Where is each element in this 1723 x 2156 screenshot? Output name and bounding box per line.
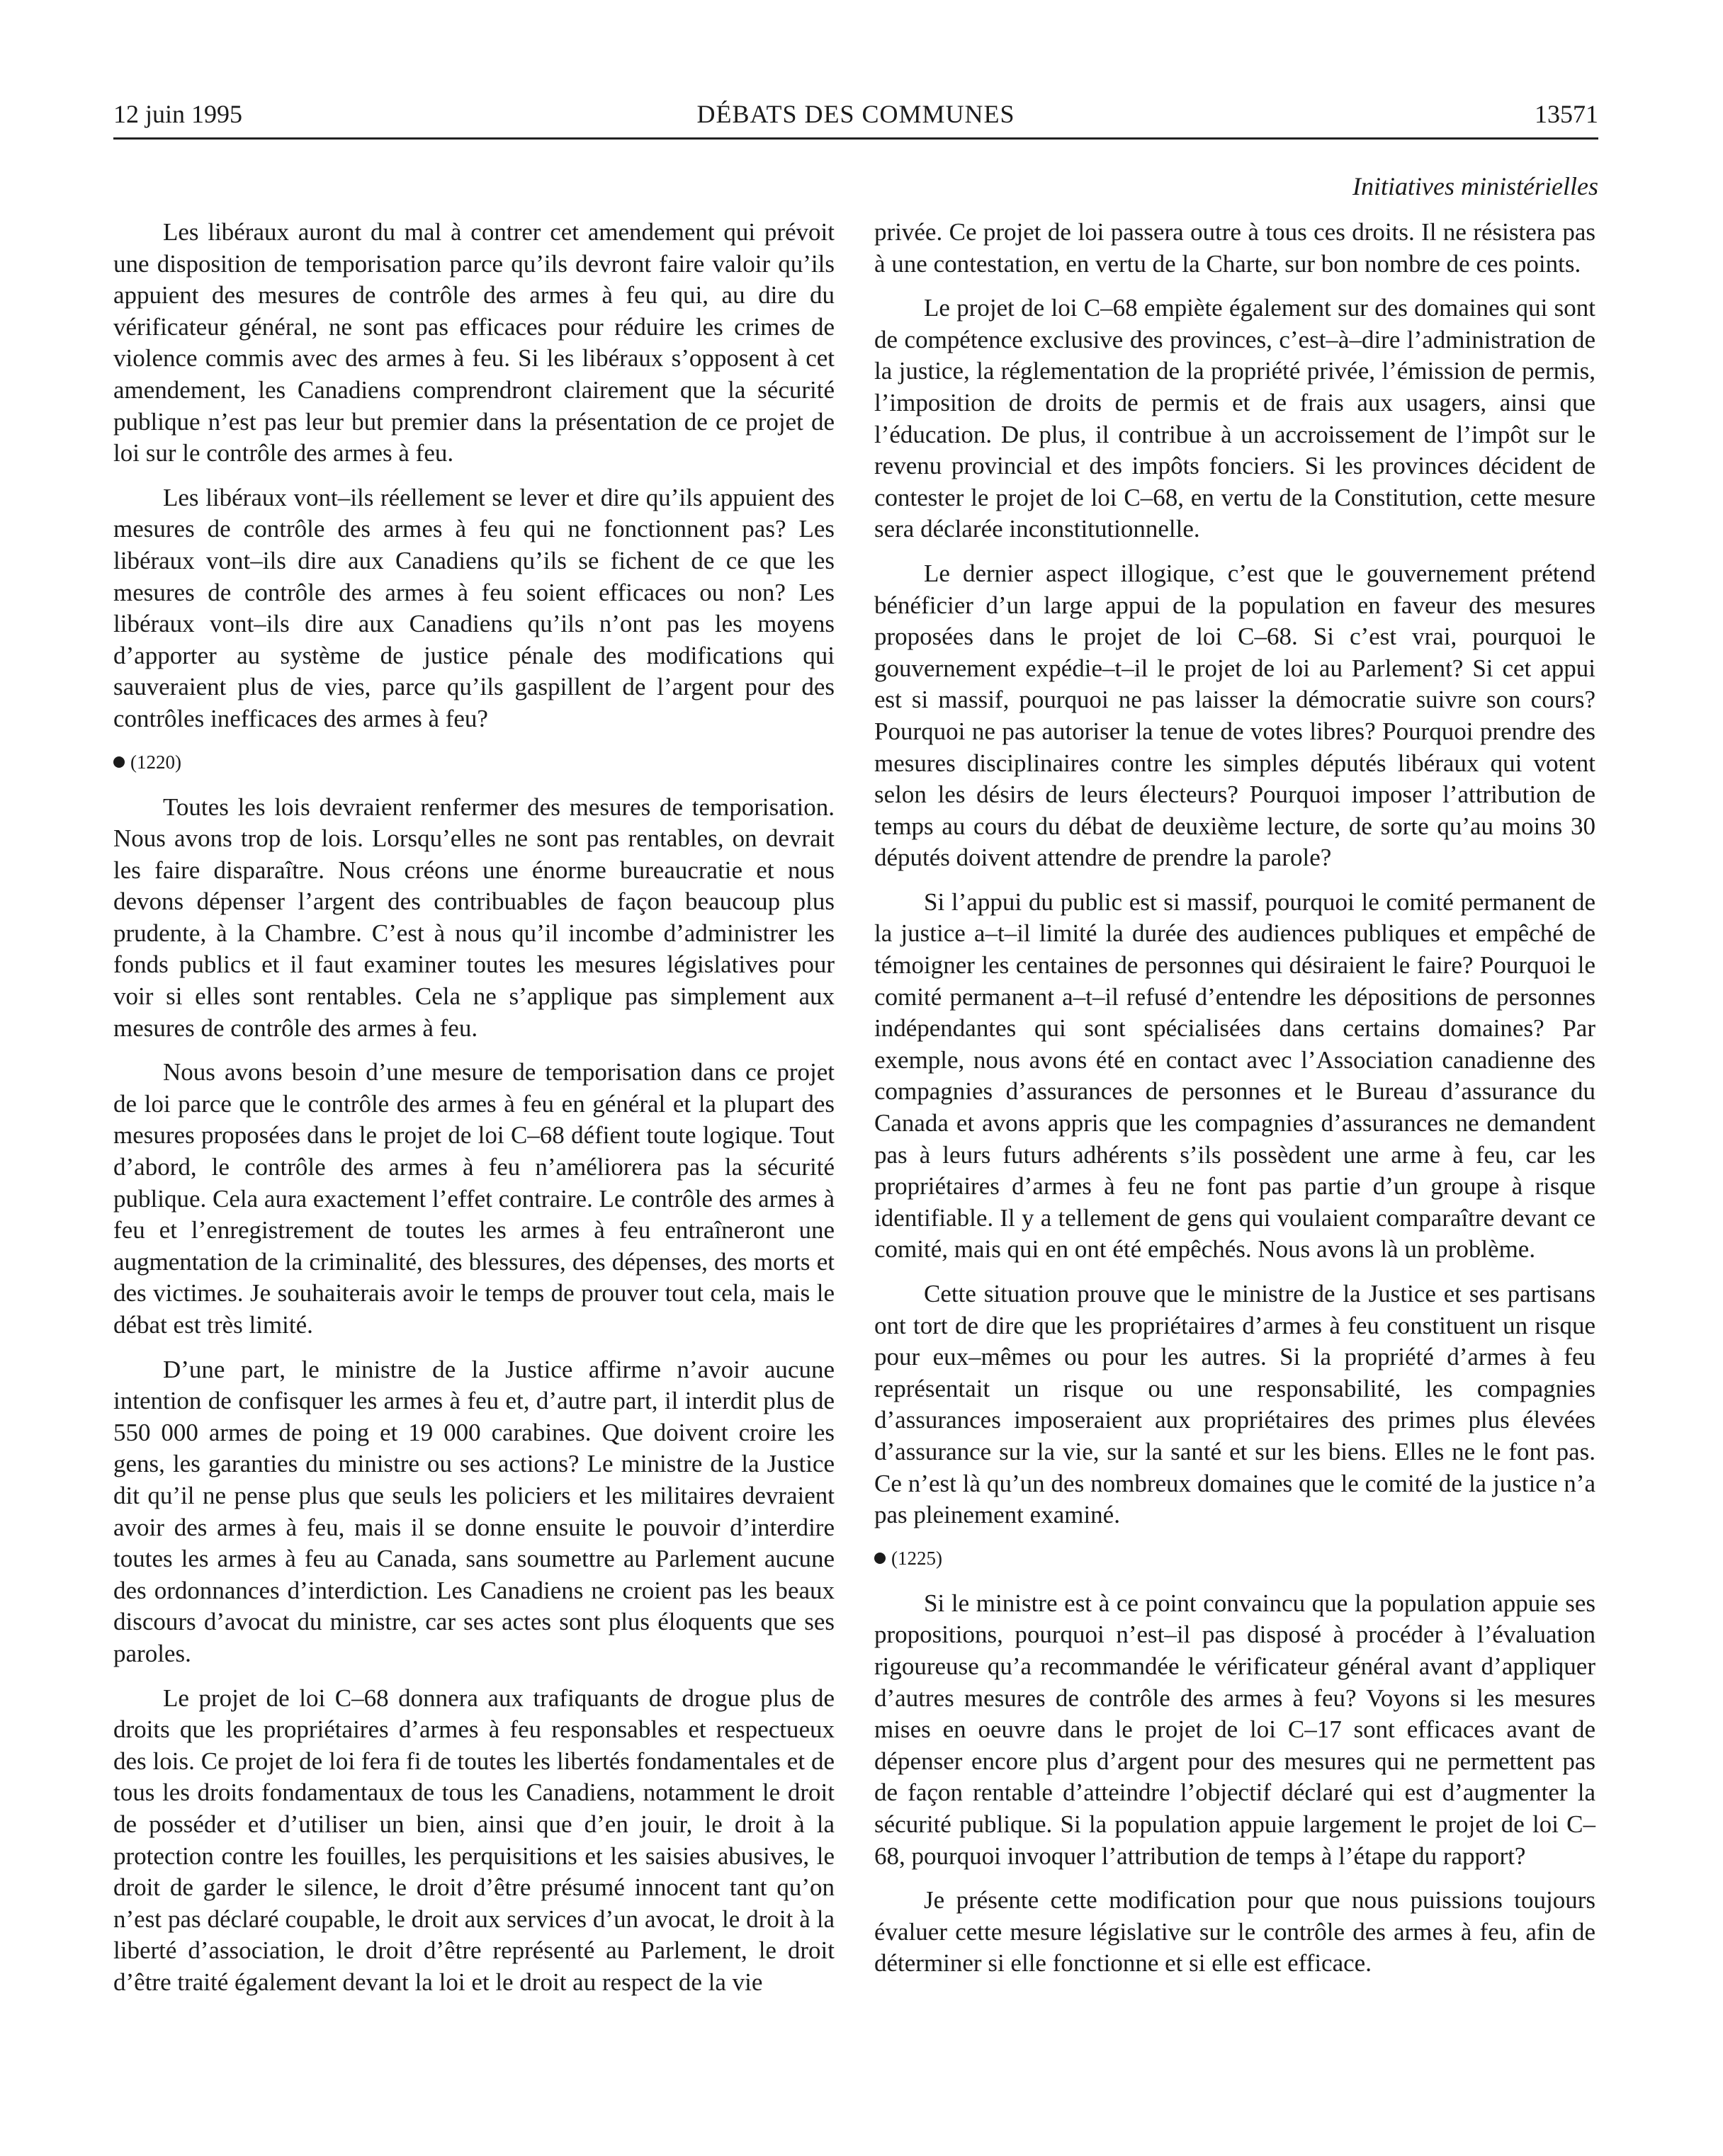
bullet-icon: [113, 756, 125, 768]
paragraph: Les libéraux auront du mal à contrer cet amendement qui prévoit une disposition de temporisation parce qu’ils devront faire valoir qu’ils appuient des mesures de contrôle des armes à feu qui, au dire du vérificateur général, ne sont pas efficaces pour réduire les crimes de violence commis avec des armes à feu. Si les libéraux s’opposent à cet amendement, les Canadiens comprendront clairement que la sécurité publique n’est pas leur but premier dans la présentation de ce projet de loi sur le contrôle des armes à feu.: [113, 218, 835, 467]
paragraph: Je présente cette modification pour que nous puissions toujours évaluer cette mesure législative sur le contrôle des armes à feu, afin de déterminer si elle fonctionne et si elle est efficace.: [874, 1886, 1595, 1978]
bullet-icon: [874, 1553, 886, 1564]
section-title: Initiatives ministérielles: [1352, 172, 1598, 200]
paragraph: Le projet de loi C–68 donnera aux trafiquants de drogue plus de droits que les propriétaires d’armes à feu responsables et respectueux des lois. Ce projet de loi fera fi de toutes les libertés fondamentales et de tous les droits fondamentaux de tous les Canadiens, notamment le droit de posséder et d’utiliser un bien, ainsi que d’en jouir, le droit à la protection contre les fouilles, les perquisitions et les saisies abusives, le droit de garder le silence, le droit d’être présumé innocent tant qu’on n’est pas déclaré coupable, le droit aux services d’un avocat, le droit à la liberté d’association, le droit d’être représenté au Parlement, le droit d’être traité également devant la loi et le droit au respect de la vie: [113, 1684, 835, 1996]
paragraph: Si l’appui du public est si massif, pourquoi le comité permanent de la justice a–t–il limité la durée des audiences publiques et empêché de témoigner les centaines de personnes qui désiraient le faire? Pourquoi le comité permanent a–t–il refusé d’entendre les dépositions de personnes indépendantes qui sont spécialisées dans certains domaines? Par exemple, nous avons été en contact avec l’Association canadienne des compagnies d’assurances de personnes et le Bureau d’assurance du Canada et avons appris que les compagnies d’assurances ne demandent pas à leurs futurs adhérents s’ils possèdent une arme à feu, car les propriétaires d’armes à feu ne font pas partie d’un groupe à risque identifiable. Il y a tellement de gens qui voulaient comparaître devant ce comité, mais qui en ont été empêchés. Nous avons là un problème.: [874, 887, 1595, 1264]
paragraph: D’une part, le ministre de la Justice affirme n’avoir aucune intention de confisquer les armes à feu et, d’autre part, il interdit plus de 550 000 armes de poing et 19 000 carabines. Que doivent croire les gens, les garanties du ministre ou ses actions? Le ministre de la Justice dit qu’il ne pense plus que seuls les policiers et les militaires devraient avoir des armes à feu, mais il se donne ensuite le pouvoir d’interdire toutes les armes à feu au Canada, sans soumettre au Parlement aucune des ordonnances d’interdiction. Les Canadiens ne croient pas les beaux discours d’avocat du ministre, car ses actes sont plus éloquents que ses paroles.: [113, 1355, 835, 1667]
time-marker-label: (1220): [130, 751, 181, 773]
paragraph: Nous avons besoin d’une mesure de temporisation dans ce projet de loi parce que le contrôle des armes à feu en général et la plupart des mesures proposées dans le projet de loi C–68 défient toute logique. Tout d’abord, le contrôle des armes à feu n’améliorera pas la sécurité publique. Cela aura exactement l’effet contraire. Le contrôle des armes à feu et l’enregistrement de toutes les armes à feu entraîneront une augmentation de la criminalité, des blessures, des dépenses, des morts et des victimes. Je souhaiterais avoir le temps de prouver tout cela, mais le débat est très limité.: [113, 1058, 835, 1339]
left-column: [113, 217, 835, 2011]
header-rule: [113, 137, 1598, 140]
time-marker: [113, 748, 835, 776]
paragraph: Si le ministre est à ce point convaincu que la population appuie ses propositions, pourquoi n’est–il pas disposé à procéder à l’évaluation rigoureuse qu’a recommandée le vérificateur général avant d’appliquer d’autres mesures de contrôle des armes à feu? Voyons si les mesures mises en oeuvre dans le projet de loi C–17 sont efficaces avant de dépenser encore plus d’argent pour des mesures qui ne permettent pas de façon rentable d’atteindre l’objectif déclaré qui est d’augmenter la sécurité publique. Si la population appuie largement le projet de loi C–68, pourquoi invoquer l’attribution de temps à l’étape du rapport?: [874, 1589, 1595, 1870]
header-date: 12 juin 1995: [113, 100, 243, 128]
paragraph: Le projet de loi C–68 empiète également sur des domaines qui sont de compétence exclusive des provinces, c’est–à–dire l’administration de la justice, la réglementation de la propriété privée, l’émission de permis, l’imposition de droits de permis et de frais aux usagers, ainsi que l’éducation. De plus, il contribue à un accroissement de l’impôt sur le revenu provincial et des impôts fonciers. Si les provinces décident de contester le projet de loi C–68, en vertu de la Constitution, cette mesure sera déclarée inconstitutionnelle.: [874, 294, 1595, 543]
time-marker: [874, 1544, 1595, 1572]
right-column: [874, 217, 1595, 1992]
page-header: [113, 89, 1598, 139]
paragraph: Cette situation prouve que le ministre de la Justice et ses partisans ont tort de dire que les propriétaires d’armes à feu constituent un risque pour eux–mêmes ou pour les autres. Si la propriété d’armes à feu représentait un risque ou une responsabilité, les compagnies d’assurances imposeraient aux propriétaires des primes plus élevées d’assurance sur la vie, sur la santé et sur les biens. Elles ne le font pas. Ce n’est là qu’un des nombreux domaines que le comité de la justice n’a pas pleinement examiné.: [874, 1280, 1595, 1529]
paragraph: Le dernier aspect illogique, c’est que le gouvernement prétend bénéficier d’un large appui de la population en faveur des mesures proposées dans le projet de loi C–68. Si c’est vrai, pourquoi le gouvernement expédie–t–il le projet de loi au Parlement? Si cet appui est si massif, pourquoi ne pas laisser la démocratie suivre son cours? Pourquoi ne pas autoriser la tenue de votes libres? Pourquoi prendre des mesures disciplinaires contre les simples députés libéraux qui votent selon les désirs de leurs électeurs? Pourquoi imposer l’attribution de temps au cours du débat de deuxième lecture, de sorte qu’au moins 30 députés doivent attendre de prendre la parole?: [874, 559, 1595, 872]
paragraph: Toutes les lois devraient renfermer des mesures de temporisation. Nous avons trop de lois. Lorsqu’elles ne sont pas rentables, on devrait les faire disparaître. Nous créons une énorme bureaucratie et nous devons dépenser l’argent des contribuables de façon beaucoup plus prudente, à la Chambre. C’est à nous qu’il incombe d’administrer les fonds publics et il faut examiner toutes les mesures législatives pour voir si elles sont rentables. Cela ne s’applique pas simplement aux mesures de contrôle des armes à feu.: [113, 793, 835, 1042]
header-title: DÉBATS DES COMMUNES: [696, 100, 1015, 128]
paragraph: Les libéraux vont–ils réellement se lever et dire qu’ils appuient des mesures de contrôle des armes à feu qui ne fonctionnent pas? Les libéraux vont–ils dire aux Canadiens qu’ils se fichent de ce que les mesures de contrôle des armes à feu soient efficaces ou non? Les libéraux vont–ils dire aux Canadiens qu’ils n’ont pas les moyens d’apporter au système de justice pénale des modifications qui sauveraient plus de vies, parce qu’ils gaspillent de l’argent pour des contrôles inefficaces des armes à feu?: [113, 483, 835, 732]
paragraph: privée. Ce projet de loi passera outre à tous ces droits. Il ne résistera pas à une contestation, en vertu de la Charte, sur bon nombre de ces points.: [874, 218, 1595, 278]
page-number: 13571: [1535, 100, 1598, 128]
time-marker-label: (1225): [891, 1547, 942, 1569]
